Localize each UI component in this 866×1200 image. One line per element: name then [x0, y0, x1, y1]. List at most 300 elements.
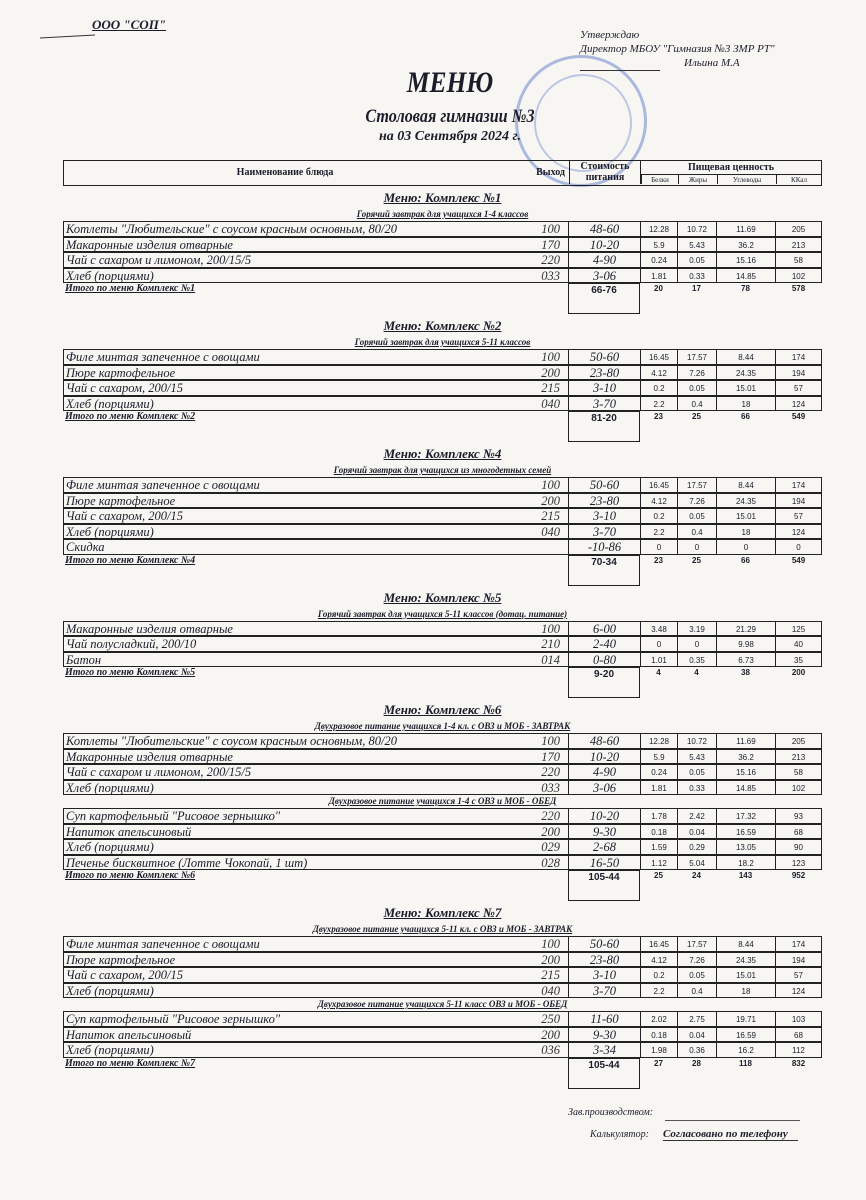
dish-kcal: 68 — [775, 824, 822, 840]
dish-fats: 0.33 — [677, 268, 716, 284]
dish-cost: 3-10 — [568, 967, 640, 983]
table-row — [63, 252, 822, 268]
dish-carbs: 6.73 — [716, 652, 775, 668]
dish-proteins: 4.12 — [640, 365, 677, 381]
dish-proteins: 1.78 — [640, 808, 677, 824]
table-row — [63, 539, 822, 555]
dish-carbs: 15.01 — [716, 967, 775, 983]
dish-kcal: 123 — [775, 855, 822, 871]
dish-name: Напиток апельсиновый — [63, 824, 505, 840]
dish-carbs: 14.85 — [716, 780, 775, 796]
calculator-label: Калькулятор: — [590, 1129, 649, 1140]
total-k: 549 — [791, 555, 806, 565]
dish-kcal: 194 — [775, 493, 822, 509]
table-row — [63, 733, 822, 749]
group-subtitle-text: Двухразовое питание учащихся 5-11 кл. с ОВЗ и МОБ - ЗАВТРАК — [312, 924, 573, 934]
dish-output: 250 — [505, 1011, 568, 1027]
dish-name: Хлеб (порциями) — [63, 524, 505, 540]
dish-kcal: 125 — [775, 621, 822, 637]
dish-carbs: 9.98 — [716, 636, 775, 652]
dish-carbs: 15.16 — [716, 764, 775, 780]
dish-fats: 0 — [677, 539, 716, 555]
dish-kcal: 205 — [775, 733, 822, 749]
total-b: 23 — [654, 412, 663, 421]
dish-name: Хлеб (порциями) — [63, 268, 505, 284]
group-subtitle-text: Двухразовое питание учащихся 1-4 кл. с ОВЗ и МОБ - ЗАВТРАК — [314, 721, 571, 731]
dish-cost: 3-70 — [568, 983, 640, 999]
header-kcal: ККал — [776, 174, 821, 184]
dish-proteins: 4.12 — [640, 493, 677, 509]
table-row — [63, 268, 822, 284]
dish-cost: 3-10 — [568, 380, 640, 396]
dish-kcal: 174 — [775, 349, 822, 365]
total-cost: 66-76 — [568, 283, 640, 314]
table-row — [63, 952, 822, 968]
dish-name: Макаронные изделия отварные — [63, 749, 505, 765]
dish-kcal: 124 — [775, 983, 822, 999]
header-proteins: Белки — [641, 174, 678, 184]
production-manager-label: Зав.производством: — [568, 1107, 654, 1118]
dish-kcal: 124 — [775, 396, 822, 412]
header-name: Наименование блюда — [236, 167, 334, 178]
total-b: 20 — [654, 284, 663, 293]
total-j: 4 — [694, 668, 699, 677]
total-label: Итого по меню Комплекс №2 — [65, 411, 196, 422]
dish-name: Филе минтая запеченное с овощами — [63, 936, 505, 952]
dish-fats: 17.57 — [677, 936, 716, 952]
dish-cost: 23-80 — [568, 493, 640, 509]
table-row — [63, 237, 822, 253]
dish-output: 040 — [505, 983, 568, 999]
dish-proteins: 1.81 — [640, 268, 677, 284]
dish-proteins: 4.12 — [640, 952, 677, 968]
dish-output: 170 — [505, 237, 568, 253]
dish-cost: 6-00 — [568, 621, 640, 637]
total-label: Итого по меню Комплекс №7 — [65, 1057, 196, 1069]
table-row — [63, 855, 822, 871]
dish-proteins: 1.01 — [640, 652, 677, 668]
dish-fats: 10.72 — [677, 221, 716, 237]
table-row — [63, 824, 822, 840]
dish-fats: 0.05 — [677, 764, 716, 780]
org-underline — [40, 35, 95, 39]
group-subtitle-text: Горячий завтрак для учащихся 5-11 классов — [354, 337, 531, 347]
dish-fats: 7.26 — [677, 365, 716, 381]
dish-output: 040 — [505, 524, 568, 540]
dish-kcal: 58 — [775, 252, 822, 268]
dish-kcal: 174 — [775, 477, 822, 493]
header-fats: Жиры — [678, 174, 717, 184]
group-subtitle-text: Горячий завтрак для учащихся 1-4 классов — [356, 209, 529, 219]
dish-kcal: 57 — [775, 508, 822, 524]
dish-kcal: 124 — [775, 524, 822, 540]
dish-proteins: 0.2 — [640, 380, 677, 396]
dish-kcal: 68 — [775, 1027, 822, 1043]
dish-cost: -10-86 — [568, 539, 640, 555]
menu-section — [63, 901, 822, 1089]
dish-output: 014 — [505, 652, 568, 668]
calculator-value: Согласовано по телефону — [663, 1128, 798, 1141]
dish-output: 200 — [505, 1027, 568, 1043]
dish-fats: 2.75 — [677, 1011, 716, 1027]
dish-cost: 10-20 — [568, 237, 640, 253]
dish-proteins: 0.24 — [640, 252, 677, 268]
dish-fats: 0.29 — [677, 839, 716, 855]
dish-output: 200 — [505, 365, 568, 381]
section-title — [63, 442, 822, 464]
dish-cost: 10-20 — [568, 749, 640, 765]
dish-carbs: 16.59 — [716, 824, 775, 840]
approval-line2: Директор МБОУ "Гимназия №3 ЗМР РТ" — [580, 43, 775, 55]
table-row — [63, 365, 822, 381]
dish-fats: 0.33 — [677, 780, 716, 796]
dish-carbs: 18 — [716, 524, 775, 540]
total-k: 549 — [791, 412, 806, 421]
group-subtitle-text: Горячий завтрак для учащихся из многодетных семей — [333, 465, 552, 475]
total-k: 578 — [791, 284, 806, 293]
dish-name: Филе минтая запеченное с овощами — [63, 349, 505, 365]
total-b: 23 — [654, 555, 663, 565]
menu-sections — [63, 186, 822, 1089]
group-subtitle — [63, 720, 822, 733]
dish-proteins: 1.81 — [640, 780, 677, 796]
menu-section — [63, 698, 822, 901]
dish-proteins: 0.18 — [640, 1027, 677, 1043]
dish-name: Скидка — [63, 539, 505, 555]
dish-name: Хлеб (порциями) — [63, 396, 505, 412]
dish-fats: 10.72 — [677, 733, 716, 749]
dish-kcal: 194 — [775, 365, 822, 381]
approval-signer: Ильина М.А — [684, 57, 740, 69]
table-row — [63, 749, 822, 765]
total-j: 28 — [692, 1058, 701, 1068]
dish-fats: 0.4 — [677, 524, 716, 540]
dish-output: 100 — [505, 221, 568, 237]
dish-output: 215 — [505, 967, 568, 983]
table-row — [63, 508, 822, 524]
dish-carbs: 21.29 — [716, 621, 775, 637]
group-subtitle — [63, 795, 822, 808]
total-u: 143 — [738, 871, 753, 880]
total-u: 38 — [741, 668, 750, 677]
section-title-text: Меню: Комплекс №1 — [383, 190, 502, 205]
dish-kcal: 90 — [775, 839, 822, 855]
dish-kcal: 57 — [775, 967, 822, 983]
dish-fats: 17.57 — [677, 349, 716, 365]
dish-output: 033 — [505, 780, 568, 796]
dish-name: Котлеты "Любительские" с соусом красным основным, 80/20 — [63, 221, 505, 237]
dish-output: 100 — [505, 477, 568, 493]
dish-output: 100 — [505, 621, 568, 637]
dish-carbs: 0 — [716, 539, 775, 555]
dish-output: 200 — [505, 493, 568, 509]
dish-proteins: 1.98 — [640, 1042, 677, 1058]
table-header — [63, 160, 822, 186]
dish-name: Чай с сахаром и лимоном, 200/15/5 — [63, 764, 505, 780]
table-row — [63, 493, 822, 509]
dish-proteins: 12.28 — [640, 221, 677, 237]
total-u: 66 — [741, 412, 750, 421]
dish-name: Напиток апельсиновый — [63, 1027, 505, 1043]
section-gap — [63, 303, 822, 314]
dish-cost: 3-06 — [568, 780, 640, 796]
section-title — [63, 586, 822, 608]
dish-fats: 0.05 — [677, 380, 716, 396]
dish-cost: 4-90 — [568, 764, 640, 780]
dish-carbs: 14.85 — [716, 268, 775, 284]
header-output: Выход — [536, 167, 565, 178]
total-label: Итого по меню Комплекс №1 — [65, 283, 196, 294]
dish-cost: 9-30 — [568, 1027, 640, 1043]
section-gap — [63, 1078, 822, 1089]
dish-kcal: 112 — [775, 1042, 822, 1058]
dish-name: Хлеб (порциями) — [63, 839, 505, 855]
group-subtitle — [63, 998, 822, 1011]
total-b: 25 — [654, 871, 663, 880]
dish-name: Пюре картофельное — [63, 365, 505, 381]
table-row — [63, 1011, 822, 1027]
dish-output: 170 — [505, 749, 568, 765]
dish-fats: 2.42 — [677, 808, 716, 824]
dish-output: 100 — [505, 936, 568, 952]
dish-name: Чай с сахаром, 200/15 — [63, 380, 505, 396]
table-row — [63, 221, 822, 237]
dish-kcal: 58 — [775, 764, 822, 780]
dish-kcal: 40 — [775, 636, 822, 652]
dish-proteins: 0.2 — [640, 508, 677, 524]
dish-kcal: 213 — [775, 237, 822, 253]
total-row — [63, 1058, 822, 1078]
dish-output: 220 — [505, 764, 568, 780]
table-row — [63, 349, 822, 365]
dish-carbs: 18 — [716, 396, 775, 412]
dish-output: 100 — [505, 733, 568, 749]
total-row — [63, 555, 822, 575]
dish-carbs: 15.16 — [716, 252, 775, 268]
dish-name: Хлеб (порциями) — [63, 983, 505, 999]
section-title — [63, 698, 822, 720]
section-title-text: Меню: Комплекс №7 — [383, 905, 502, 920]
dish-proteins: 16.45 — [640, 349, 677, 365]
header-carbs: Углеводы — [717, 174, 776, 184]
dish-carbs: 17.32 — [716, 808, 775, 824]
dish-fats: 0.4 — [677, 983, 716, 999]
total-b: 4 — [656, 668, 661, 677]
table-row — [63, 967, 822, 983]
dish-carbs: 8.44 — [716, 936, 775, 952]
dish-proteins: 2.02 — [640, 1011, 677, 1027]
dish-cost: 3-70 — [568, 524, 640, 540]
total-cost: 105-44 — [568, 870, 640, 901]
menu-section — [63, 186, 822, 314]
page-subtitle: Столовая гимназии №3 — [365, 106, 535, 127]
table-row — [63, 1042, 822, 1058]
dish-cost: 0-80 — [568, 652, 640, 668]
dish-cost: 11-60 — [568, 1011, 640, 1027]
dish-proteins: 2.2 — [640, 983, 677, 999]
dish-fats: 0.05 — [677, 967, 716, 983]
dish-cost: 23-80 — [568, 952, 640, 968]
dish-proteins: 0.2 — [640, 967, 677, 983]
dish-output: 036 — [505, 1042, 568, 1058]
dish-fats: 0.36 — [677, 1042, 716, 1058]
dish-output: 200 — [505, 824, 568, 840]
dish-cost: 48-60 — [568, 221, 640, 237]
dish-fats: 0.35 — [677, 652, 716, 668]
total-row — [63, 411, 822, 431]
section-gap — [63, 890, 822, 901]
table-row — [63, 524, 822, 540]
table-row — [63, 636, 822, 652]
dish-cost: 3-34 — [568, 1042, 640, 1058]
group-subtitle — [63, 464, 822, 477]
dish-cost: 16-50 — [568, 855, 640, 871]
dish-fats: 0 — [677, 636, 716, 652]
dish-output: 215 — [505, 380, 568, 396]
dish-cost: 3-70 — [568, 396, 640, 412]
section-gap — [63, 575, 822, 586]
dish-proteins: 1.59 — [640, 839, 677, 855]
dish-carbs: 11.69 — [716, 733, 775, 749]
dish-fats: 5.43 — [677, 237, 716, 253]
section-title-text: Меню: Комплекс №5 — [383, 589, 502, 605]
dish-fats: 5.04 — [677, 855, 716, 871]
dish-carbs: 18.2 — [716, 855, 775, 871]
dish-fats: 5.43 — [677, 749, 716, 765]
dish-cost: 3-10 — [568, 508, 640, 524]
dish-name: Котлеты "Любительские" с соусом красным основным, 80/20 — [63, 733, 505, 749]
production-signature-line — [665, 1120, 800, 1121]
dish-proteins: 0.18 — [640, 824, 677, 840]
table-row — [63, 477, 822, 493]
dish-cost: 9-30 — [568, 824, 640, 840]
dish-fats: 17.57 — [677, 477, 716, 493]
dish-cost: 50-60 — [568, 349, 640, 365]
dish-carbs: 15.01 — [716, 380, 775, 396]
dish-proteins: 0 — [640, 539, 677, 555]
dish-cost: 3-06 — [568, 268, 640, 284]
dish-proteins: 1.12 — [640, 855, 677, 871]
dish-output: 200 — [505, 952, 568, 968]
table-row — [63, 652, 822, 668]
dish-kcal: 35 — [775, 652, 822, 668]
dish-cost: 2-68 — [568, 839, 640, 855]
dish-kcal: 194 — [775, 952, 822, 968]
total-j: 24 — [692, 871, 701, 880]
dish-name: Чай полусладкий, 200/10 — [63, 636, 505, 652]
dish-carbs: 16.59 — [716, 1027, 775, 1043]
dish-name: Чай с сахаром, 200/15 — [63, 967, 505, 983]
dish-carbs: 16.2 — [716, 1042, 775, 1058]
dish-proteins: 12.28 — [640, 733, 677, 749]
dish-proteins: 5.9 — [640, 237, 677, 253]
dish-carbs: 24.35 — [716, 365, 775, 381]
dish-fats: 7.26 — [677, 952, 716, 968]
total-j: 25 — [692, 412, 701, 421]
dish-fats: 0.4 — [677, 396, 716, 412]
total-k: 952 — [791, 871, 806, 880]
total-u: 118 — [739, 1058, 752, 1068]
dish-proteins: 0 — [640, 636, 677, 652]
dish-name: Суп картофельный "Рисовое зернышко" — [63, 808, 505, 824]
dish-proteins: 16.45 — [640, 477, 677, 493]
dish-kcal: 102 — [775, 780, 822, 796]
dish-name: Суп картофельный "Рисовое зернышко" — [63, 1011, 505, 1027]
dish-kcal: 102 — [775, 268, 822, 284]
dish-proteins: 3.48 — [640, 621, 677, 637]
dish-cost: 10-20 — [568, 808, 640, 824]
total-cost: 70-34 — [568, 555, 640, 586]
group-subtitle — [63, 608, 822, 621]
total-row — [63, 870, 822, 890]
dish-output: 210 — [505, 636, 568, 652]
dish-proteins: 16.45 — [640, 936, 677, 952]
dish-output: 220 — [505, 252, 568, 268]
dish-carbs: 19.71 — [716, 1011, 775, 1027]
menu-section — [63, 442, 822, 586]
group-subtitle-text: Двухразовое питание учащихся 5-11 класс ОВЗ и МОБ - ОБЕД — [317, 999, 568, 1009]
dish-kcal: 205 — [775, 221, 822, 237]
dish-proteins: 2.2 — [640, 396, 677, 412]
dish-name: Макаронные изделия отварные — [63, 621, 505, 637]
section-title — [63, 186, 822, 208]
dish-carbs: 15.01 — [716, 508, 775, 524]
section-title-text: Меню: Комплекс №6 — [383, 702, 502, 717]
dish-carbs: 11.69 — [716, 221, 775, 237]
section-gap — [63, 687, 822, 698]
dish-carbs: 13.05 — [716, 839, 775, 855]
section-title-text: Меню: Комплекс №2 — [383, 318, 502, 333]
dish-cost: 50-60 — [568, 936, 640, 952]
dish-name: Хлеб (порциями) — [63, 780, 505, 796]
table-row — [63, 764, 822, 780]
dish-kcal: 103 — [775, 1011, 822, 1027]
dish-cost: 4-90 — [568, 252, 640, 268]
dish-carbs: 24.35 — [716, 952, 775, 968]
menu-section — [63, 586, 822, 699]
dish-name: Батон — [63, 652, 505, 668]
group-subtitle — [63, 336, 822, 349]
total-row — [63, 667, 822, 687]
section-title — [63, 314, 822, 336]
approval-line1: Утверждаю — [580, 29, 640, 41]
table-row — [63, 396, 822, 412]
total-cost: 81-20 — [568, 411, 640, 442]
dish-name: Макаронные изделия отварные — [63, 237, 505, 253]
dish-cost: 2-40 — [568, 636, 640, 652]
section-title-text: Меню: Комплекс №4 — [383, 446, 502, 461]
table-row — [63, 983, 822, 999]
dish-kcal: 213 — [775, 749, 822, 765]
dish-kcal: 0 — [775, 539, 822, 555]
section-title — [63, 901, 822, 923]
dish-kcal: 174 — [775, 936, 822, 952]
total-cost: 105-44 — [568, 1058, 640, 1089]
dish-output: 029 — [505, 839, 568, 855]
table-row — [63, 936, 822, 952]
dish-name: Чай с сахаром и лимоном, 200/15/5 — [63, 252, 505, 268]
total-label: Итого по меню Комплекс №6 — [65, 870, 196, 881]
dish-kcal: 93 — [775, 808, 822, 824]
dish-fats: 0.05 — [677, 508, 716, 524]
dish-proteins: 5.9 — [640, 749, 677, 765]
total-u: 78 — [741, 284, 750, 293]
table-row — [63, 621, 822, 637]
table-row — [63, 380, 822, 396]
dish-proteins: 2.2 — [640, 524, 677, 540]
table-row — [63, 839, 822, 855]
dish-kcal: 57 — [775, 380, 822, 396]
